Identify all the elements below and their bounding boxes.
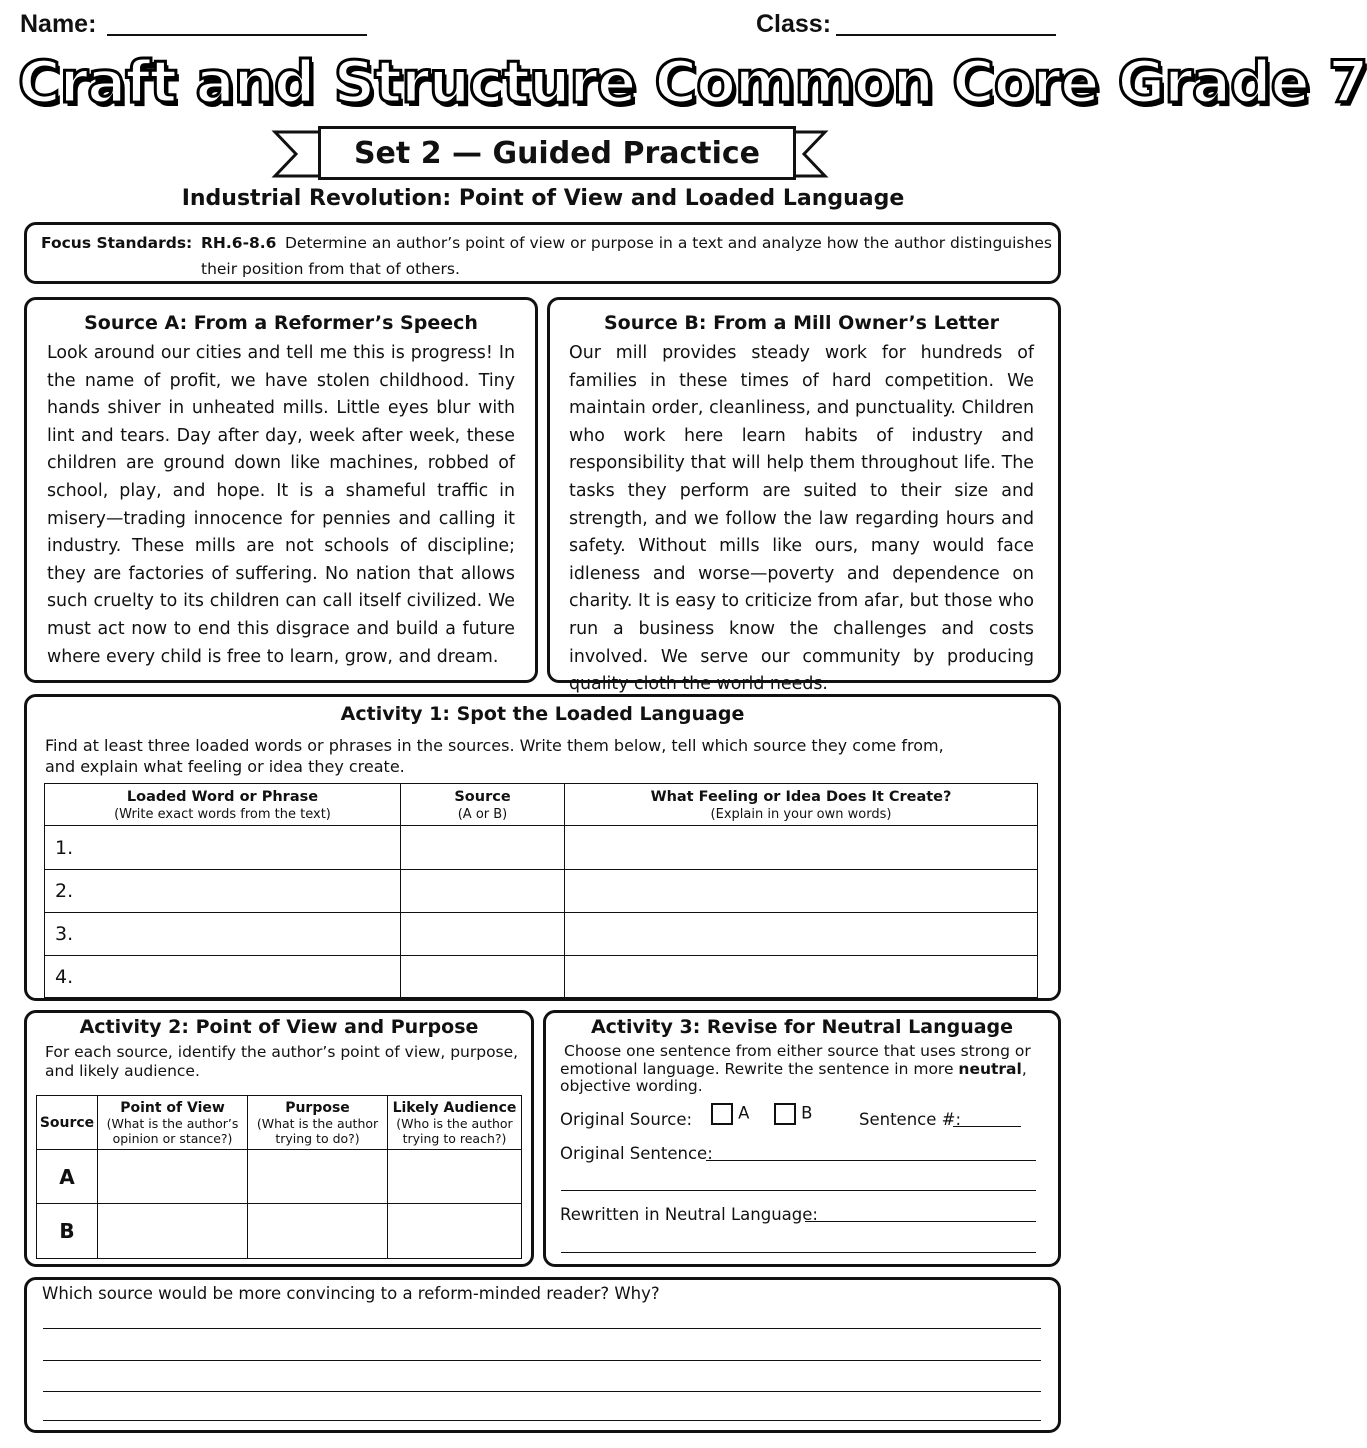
- col-point-of-view: Point of View (What is the author’s opinion or stance?): [98, 1096, 248, 1150]
- answer-cell[interactable]: [565, 913, 1038, 956]
- table-row: [45, 826, 1038, 870]
- sentence-number-field[interactable]: [953, 1126, 1021, 1127]
- answer-line[interactable]: [43, 1328, 1041, 1329]
- checkbox-icon: [711, 1103, 733, 1125]
- source-b-box: [547, 297, 1061, 695]
- answer-cell[interactable]: [401, 870, 565, 913]
- answer-cell[interactable]: [248, 1204, 388, 1259]
- answer-cell[interactable]: [401, 826, 565, 870]
- activity-1-box: [24, 694, 1061, 1001]
- answer-line[interactable]: [43, 1360, 1041, 1361]
- rewritten-field[interactable]: [805, 1221, 1036, 1222]
- original-sentence-field[interactable]: [561, 1190, 1036, 1191]
- page-subtitle: Industrial Revolution: Point of View and Loaded Language: [181, 186, 905, 211]
- answer-cell[interactable]: [248, 1150, 388, 1204]
- col-loaded-word: Loaded Word or Phrase (Write exact words from the text): [45, 784, 401, 826]
- source-a-title: Source A: From a Reformer’s Speech: [84, 312, 478, 334]
- focus-text-line1: Determine an author’s point of view or purpose in a text and analyze how the author distinguishes: [285, 234, 1052, 252]
- answer-line[interactable]: [43, 1391, 1041, 1392]
- class-label: Class:: [756, 10, 832, 38]
- col-source: Source: [37, 1096, 98, 1150]
- original-sentence-label: Original Sentence:: [560, 1144, 713, 1163]
- row-number[interactable]: 1.: [45, 826, 401, 870]
- answer-line[interactable]: [43, 1420, 1041, 1421]
- focus-code: RH.6-8.6: [201, 234, 277, 252]
- answer-cell[interactable]: [98, 1150, 248, 1204]
- activity-3-instructions-line2: emotional language. Rewrite the sentence in more neutral,: [560, 1060, 1027, 1078]
- answer-cell[interactable]: [565, 956, 1038, 998]
- option-b-checkbox[interactable]: B: [774, 1103, 812, 1125]
- table-row: [37, 1150, 522, 1204]
- activity-3-instructions-line3: objective wording.: [560, 1077, 703, 1095]
- source-a-box: [24, 297, 538, 683]
- table-row: [45, 870, 1038, 913]
- table-row: [45, 913, 1038, 956]
- answer-cell[interactable]: [98, 1204, 248, 1259]
- loaded-language-table: [44, 783, 1038, 998]
- final-question: Which source would be more convincing to a reform-minded reader? Why?: [42, 1284, 660, 1303]
- focus-standards-box: [24, 222, 1061, 284]
- table-row: [45, 956, 1038, 998]
- original-sentence-field[interactable]: [706, 1160, 1036, 1161]
- answer-cell[interactable]: [565, 826, 1038, 870]
- activity-3-title: Activity 3: Revise for Neutral Language: [590, 1016, 1014, 1038]
- col-audience: Likely Audience (Who is the author trying to reach?): [388, 1096, 522, 1150]
- row-label: B: [37, 1204, 98, 1259]
- name-label: Name:: [20, 10, 97, 38]
- checkbox-icon: [774, 1103, 796, 1125]
- activity-1-title: Activity 1: Spot the Loaded Language: [340, 703, 745, 725]
- source-b-text: Our mill provides steady work for hundreds of families in these times of hard competition. We maintain order, cleanliness, and punctuality. Children who work here learn habits of industry and responsibility that will help them throughout life. The tasks they perform are suited to their size and strength, and we follow the law regarding hours and safety. Without mills like ours, many would face idleness and worse—poverty and dependence on charity. It is easy to criticize from afar, but those who run a business know the challenges and costs involved. We serve our community by producing quality cloth the world needs.: [569, 343, 1034, 695]
- row-number[interactable]: 3.: [45, 913, 401, 956]
- activity-3-box: [543, 1010, 1061, 1267]
- answer-cell[interactable]: [401, 913, 565, 956]
- banner: Set 2 — Guided Practice: [318, 126, 796, 180]
- col-source: Source (A or B): [401, 784, 565, 826]
- original-source-label: Original Source:: [560, 1110, 693, 1129]
- focus-text-line2: their position from that of others.: [201, 260, 460, 278]
- source-b-title: Source B: From a Mill Owner’s Letter: [603, 312, 1000, 334]
- answer-cell[interactable]: [401, 956, 565, 998]
- table-row: [37, 1204, 522, 1259]
- class-field[interactable]: [836, 34, 1056, 36]
- row-number[interactable]: 4.: [45, 956, 401, 998]
- col-feeling: What Feeling or Idea Does It Create? (Explain in your own words): [565, 784, 1038, 826]
- activity-2-title: Activity 2: Point of View and Purpose: [79, 1016, 479, 1038]
- answer-cell[interactable]: [565, 870, 1038, 913]
- focus-label: Focus Standards:: [41, 234, 193, 252]
- activity-1-instructions-line1: Find at least three loaded words or phrases in the sources. Write them below, tell which source they come from,: [45, 736, 944, 755]
- activity-2-instructions-line1: For each source, identify the author’s point of view, purpose,: [45, 1043, 519, 1061]
- activity-1-instructions-line2: and explain what feeling or idea they create.: [45, 757, 405, 776]
- name-field[interactable]: [107, 34, 367, 36]
- point-of-view-table: [36, 1095, 522, 1259]
- activity-2-box: [24, 1010, 534, 1267]
- sentence-number-label: Sentence #:: [859, 1110, 962, 1129]
- row-label: A: [37, 1150, 98, 1204]
- rewritten-field[interactable]: [561, 1252, 1036, 1253]
- row-number[interactable]: 2.: [45, 870, 401, 913]
- source-a-text: Look around our cities and tell me this is progress! In the name of profit, we have stolen childhood. Tiny hands shiver in unheated mills. Little eyes blur with lint and tears. Day after day, week after week, these children are ground down like machines, robbed of school, play, and hope. It is a shameful traffic in misery—trading innocence for pennies and calling it industry. These mills are not schools of discipline; they are factories of suffering. No nation that allows such cruelty to its children can call itself civilized. We must act now to end this disgrace and build a future where every child is free to learn, grow, and dream.: [47, 343, 515, 667]
- answer-cell[interactable]: [388, 1150, 522, 1204]
- answer-cell[interactable]: [388, 1204, 522, 1259]
- final-question-box: [24, 1277, 1061, 1433]
- activity-2-instructions-line2: and likely audience.: [45, 1062, 200, 1080]
- worksheet-title: Craft and Structure Common Core Grade 7: [18, 48, 1367, 116]
- col-purpose: Purpose (What is the author trying to do?): [248, 1096, 388, 1150]
- rewritten-label: Rewritten in Neutral Language:: [560, 1205, 818, 1224]
- option-a-checkbox[interactable]: A: [711, 1103, 749, 1125]
- activity-3-instructions-line1: Choose one sentence from either source that uses strong or: [564, 1042, 1031, 1060]
